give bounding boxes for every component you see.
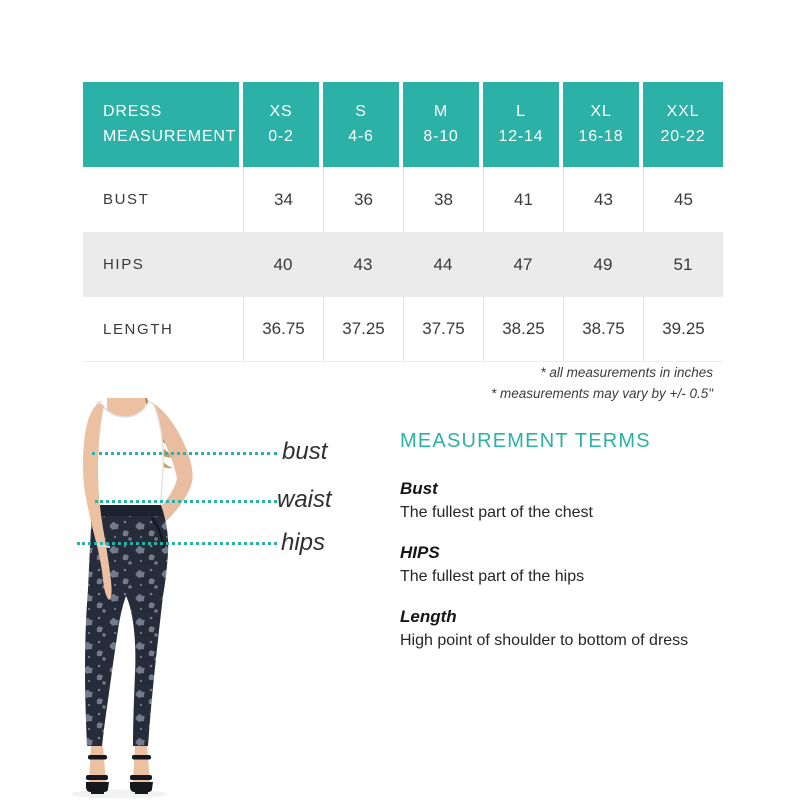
size-code: L — [516, 102, 526, 120]
cell-length-xxl: 39.25 — [643, 297, 723, 362]
term-bust — [400, 479, 720, 522]
hips-label: hips — [281, 529, 326, 556]
cell-hips-xxl: 51 — [643, 232, 723, 297]
term-length — [400, 607, 720, 650]
cell-length-s: 37.25 — [323, 297, 403, 362]
cell-hips-m: 44 — [403, 232, 483, 297]
term-definition: High point of shoulder to bottom of dress — [400, 632, 689, 649]
size-code: M — [433, 102, 449, 120]
cell-length-m: 37.75 — [403, 297, 483, 362]
note-inches: * all measurements in inches — [540, 365, 713, 380]
term-name: Bust — [400, 479, 438, 498]
size-code: XXL — [666, 102, 700, 120]
cell-length-xl: 38.75 — [563, 297, 643, 362]
table-header-l — [483, 82, 563, 167]
table-header-xl — [563, 82, 643, 167]
term-definition: The fullest part of the hips — [400, 568, 585, 585]
model-photo — [55, 398, 215, 800]
size-chart-table — [83, 82, 723, 362]
size-range: 20-22 — [660, 127, 706, 145]
table-header-dress-measurement: DRESS MEASUREMENT — [83, 82, 243, 167]
size-range: 0-2 — [268, 127, 294, 145]
cell-bust-l: 41 — [483, 167, 563, 232]
waist-label: waist — [277, 486, 332, 513]
cell-hips-s: 43 — [323, 232, 403, 297]
row-label-hips: HIPS — [83, 232, 243, 297]
cell-bust-xxl: 45 — [643, 167, 723, 232]
size-code: S — [355, 102, 367, 120]
term-definition: The fullest part of the chest — [400, 504, 593, 521]
cell-hips-xl: 49 — [563, 232, 643, 297]
waistband — [92, 505, 163, 516]
hips-measurement-line — [77, 542, 277, 545]
cell-bust-s: 36 — [323, 167, 403, 232]
cell-hips-l: 47 — [483, 232, 563, 297]
table-header-s — [323, 82, 403, 167]
size-range: 8-10 — [423, 127, 459, 145]
bust-label: bust — [282, 438, 328, 465]
measurement-terms-section — [400, 430, 720, 671]
table-header-xs — [243, 82, 323, 167]
model-photo-illustration — [55, 398, 215, 800]
size-range: 16-18 — [578, 127, 624, 145]
waist-measurement-line — [95, 500, 277, 503]
size-range: 4-6 — [348, 127, 374, 145]
cell-hips-xs: 40 — [243, 232, 323, 297]
term-name: HIPS — [400, 543, 440, 562]
size-code: XL — [590, 102, 612, 120]
term-hips — [400, 543, 720, 586]
floor-shadow — [71, 790, 167, 799]
cell-bust-xs: 34 — [243, 167, 323, 232]
cell-bust-xl: 43 — [563, 167, 643, 232]
note-variance: * measurements may vary by +/- 0.5" — [491, 385, 713, 401]
size-code: XS — [269, 102, 293, 120]
cell-bust-m: 38 — [403, 167, 483, 232]
table-header-m — [403, 82, 483, 167]
shoes — [86, 746, 153, 794]
term-name: Length — [400, 607, 457, 626]
row-label-length: LENGTH — [83, 297, 243, 362]
cell-length-xs: 36.75 — [243, 297, 323, 362]
table-header-xxl — [643, 82, 723, 167]
cell-length-l: 38.25 — [483, 297, 563, 362]
bust-measurement-line — [92, 452, 277, 455]
measurement-terms-title: MEASUREMENT TERMS — [400, 430, 651, 452]
row-label-bust: BUST — [83, 167, 243, 232]
size-range: 12-14 — [498, 127, 544, 145]
